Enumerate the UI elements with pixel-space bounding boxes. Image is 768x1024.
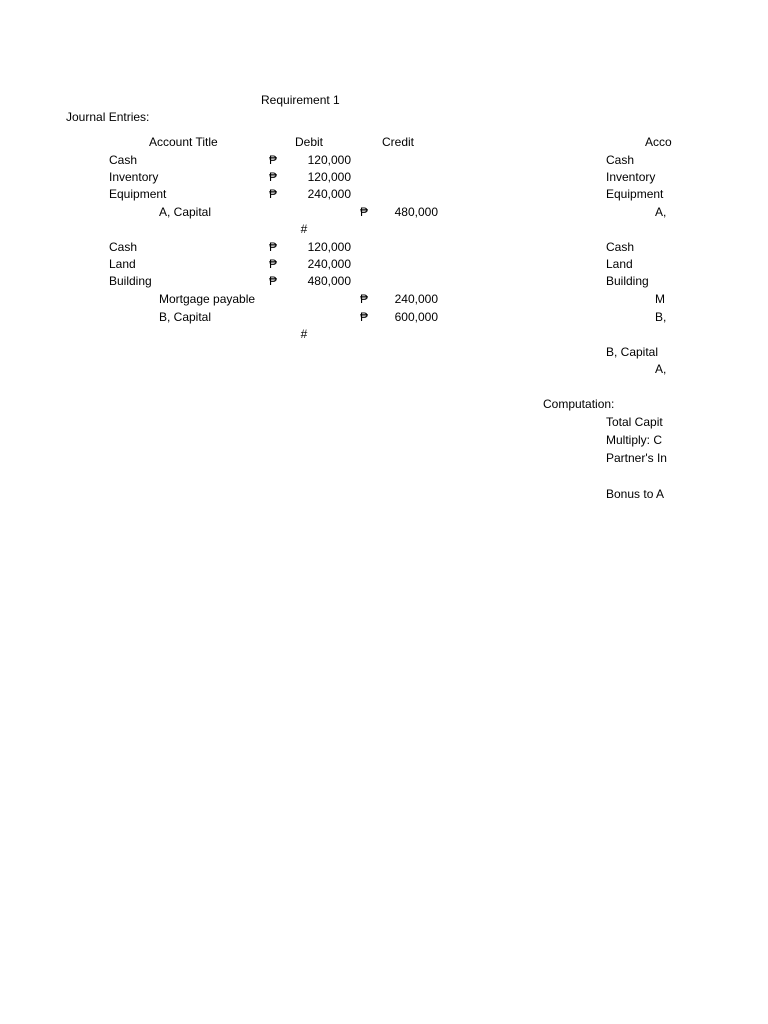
account-cell: Building [109, 274, 152, 288]
right-account-cell: Inventory [606, 170, 656, 184]
right-account-cell: B, Capital [606, 345, 659, 359]
requirement-title: Requirement 1 [261, 93, 340, 107]
right-account-cell: A, [655, 205, 667, 219]
account-cell: B, Capital [159, 310, 212, 324]
header-debit: Debit [295, 135, 324, 149]
peso-sign: ₱ [268, 187, 277, 201]
peso-sign: ₱ [359, 205, 368, 219]
debit-cell: 240,000 [307, 257, 351, 271]
credit-cell: 600,000 [394, 310, 438, 324]
header-account-title: Account Title [149, 135, 218, 149]
peso-sign: ₱ [359, 310, 368, 324]
computation-line: Multiply: C [606, 433, 663, 447]
right-header-account-title: Acco [645, 135, 672, 149]
debit-cell: 120,000 [307, 240, 351, 254]
account-cell: Land [109, 257, 136, 271]
account-cell: Cash [109, 240, 138, 254]
right-account-cell: Cash [606, 240, 635, 254]
peso-sign: ₱ [268, 274, 277, 288]
account-cell: Cash [109, 153, 138, 167]
account-cell: Inventory [109, 170, 159, 184]
account-cell: A, Capital [159, 205, 212, 219]
separator-mark: # [300, 222, 308, 236]
debit-cell: 120,000 [307, 170, 351, 184]
right-account-cell: Cash [606, 153, 635, 167]
peso-sign: ₱ [268, 240, 277, 254]
debit-cell: 240,000 [307, 187, 351, 201]
credit-cell: 480,000 [394, 205, 438, 219]
peso-sign: ₱ [268, 170, 277, 184]
account-cell: Mortgage payable [159, 292, 256, 306]
account-cell: Equipment [109, 187, 167, 201]
computation-line: Partner's In [606, 451, 667, 465]
credit-cell: 240,000 [394, 292, 438, 306]
peso-sign: ₱ [359, 292, 368, 306]
separator-mark: # [300, 327, 308, 341]
debit-cell: 480,000 [307, 274, 351, 288]
right-account-cell: Building [606, 274, 649, 288]
peso-sign: ₱ [268, 153, 277, 167]
right-account-cell: M [655, 292, 665, 306]
debit-cell: 120,000 [307, 153, 351, 167]
computation-line: Bonus to A [606, 487, 665, 501]
header-credit: Credit [382, 135, 415, 149]
computation-label: Computation: [543, 397, 615, 411]
peso-sign: ₱ [268, 257, 277, 271]
right-account-cell: B, [655, 310, 667, 324]
right-account-cell: Equipment [606, 187, 664, 201]
right-account-cell: Land [606, 257, 633, 271]
computation-line: Total Capit [606, 415, 663, 429]
journal-entries-label: Journal Entries: [66, 110, 150, 124]
right-account-cell: A, [655, 362, 667, 376]
